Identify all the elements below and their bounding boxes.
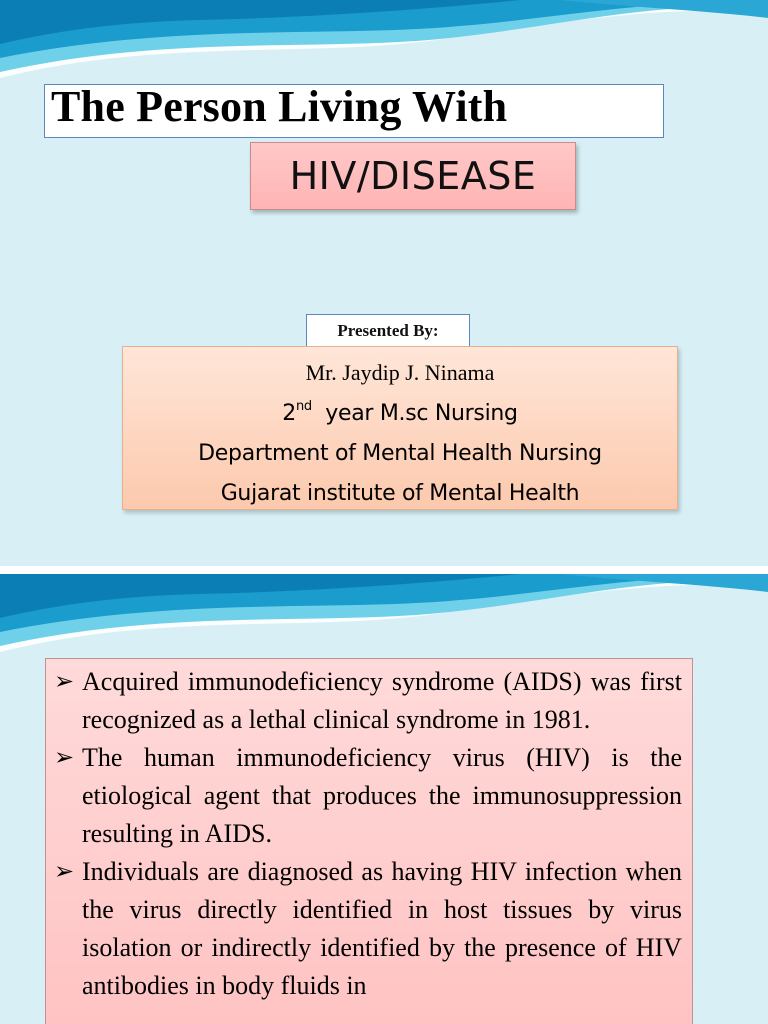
presenter-year-number: 2 — [282, 401, 296, 426]
bullet-text: The human immunodeficiency virus (HIV) is the etiological agent that produces the immunosuppression resulting in AIDS. — [82, 743, 682, 848]
header-wave-decoration — [0, 0, 768, 90]
bullet-text: Individuals are diagnosed as having HIV infection when the virus directly identified in host tissues by virus isolation or indirectly identified by the presence of HIV antibodies in body fluids in — [82, 857, 682, 1000]
arrow-bullet-icon: ➢ — [54, 669, 75, 695]
presenter-year-suffix: nd — [295, 399, 312, 414]
presenter-year — [123, 387, 677, 434]
header-wave-decoration — [0, 574, 768, 664]
arrow-bullet-icon: ➢ — [54, 859, 75, 885]
presenter-name: Mr. Jaydip J. Ninama — [305, 360, 495, 385]
presenter-year-rest: year M.sc Nursing — [325, 401, 518, 426]
presenter-institute: Gujarat institute of Mental Health — [220, 481, 580, 506]
bullet-text: Acquired immunodeficiency syndrome (AIDS) was first recognized as a lethal clinical syndrome in 1981. — [82, 667, 682, 734]
presented-by-label: Presented By: — [337, 321, 439, 340]
content-box — [45, 658, 693, 1024]
title-box — [44, 84, 664, 138]
list-item — [46, 663, 692, 739]
slide-title: The Person Living With — [51, 82, 508, 131]
bullet-list — [46, 659, 692, 1005]
slide-separator — [0, 566, 768, 574]
list-item — [46, 853, 692, 1005]
content-slide — [0, 574, 768, 1024]
presenter-info-box — [122, 346, 678, 510]
presented-by-box — [306, 314, 470, 348]
slide-subtitle: HIV/DISEASE — [289, 154, 537, 198]
subtitle-box — [250, 142, 576, 210]
arrow-bullet-icon: ➢ — [54, 745, 75, 771]
presenter-department: Department of Mental Health Nursing — [198, 441, 602, 466]
list-item — [46, 739, 692, 853]
